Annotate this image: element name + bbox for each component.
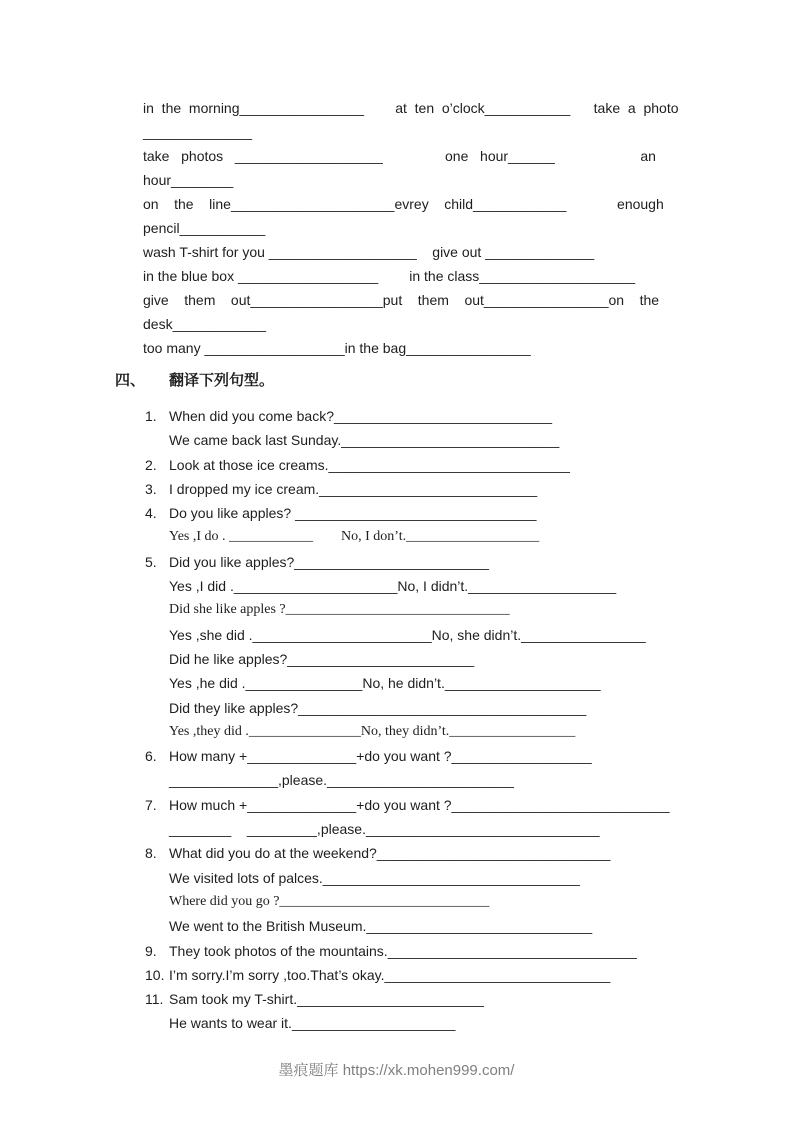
phrase-line: ______________	[143, 124, 253, 140]
item-text: Yes ,they did .________________No, they didn’t.__________________	[169, 723, 576, 739]
item-text: Did he like apples?________________________	[169, 650, 475, 667]
item-number: 3.	[145, 480, 157, 497]
list-line	[145, 720, 693, 744]
item-number	[145, 574, 169, 598]
item-number: 10.	[145, 966, 165, 983]
item-text: He wants to wear it._____________________	[169, 1015, 456, 1032]
list-line	[145, 987, 693, 1011]
item-number	[145, 696, 169, 720]
item-number	[145, 890, 169, 914]
item-text: We visited lots of palces._________________________________	[169, 869, 580, 886]
phrase-line: wash T-shirt for you ___________________ give out ______________	[143, 244, 595, 260]
list-line	[145, 793, 693, 817]
item-number	[145, 428, 169, 452]
item-text: Did she like apples ?________________________________	[169, 602, 510, 618]
list-line	[145, 696, 693, 720]
list-line	[145, 768, 693, 792]
list-line	[145, 963, 693, 987]
footer-watermark	[0, 1060, 793, 1082]
item-number	[145, 866, 169, 890]
list-line	[145, 817, 693, 841]
translation-list	[145, 404, 693, 1036]
item-number: 11.	[145, 991, 164, 1008]
item-number: 9.	[145, 942, 157, 959]
item-number: 7.	[145, 796, 157, 813]
phrase-line: in the morning________________ at ten o’clock___________ take a photo	[143, 100, 679, 116]
item-number	[145, 623, 169, 647]
phrase-line: hour________	[143, 172, 234, 188]
list-line	[145, 914, 693, 938]
item-number	[145, 671, 169, 695]
item-text: Did you like apples?_________________________	[169, 553, 489, 570]
list-line	[145, 453, 693, 477]
item-text: ________ _________,please.______________________________	[169, 821, 600, 838]
item-text: We came back last Sunday.____________________________	[169, 432, 560, 449]
item-number: 2.	[145, 456, 157, 473]
list-line	[145, 404, 693, 428]
item-text: Yes ,I did ._____________________No, I didn’t.___________________	[169, 578, 617, 595]
list-line	[145, 598, 693, 622]
phrase-line: desk____________	[143, 316, 267, 332]
list-line	[145, 623, 693, 647]
item-text: When did you come back?____________________________	[169, 408, 552, 424]
phrase-line: take photos ___________________ one hour______ an	[143, 148, 656, 164]
item-number	[145, 525, 169, 549]
item-text: ______________,please.________________________	[169, 772, 514, 789]
section-number: 四、	[115, 372, 146, 389]
item-text: Where did you go ?______________________________	[169, 893, 490, 909]
phrase-line: pencil___________	[143, 220, 266, 236]
item-text: Did they like apples?_____________________________________	[169, 699, 587, 716]
item-number	[145, 1011, 169, 1035]
item-text: Yes ,he did ._______________No, he didn’t.____________________	[169, 675, 601, 692]
phrase-line: too many __________________in the bag________________	[143, 340, 531, 356]
item-text: Look at those ice creams._______________________________	[169, 456, 570, 473]
list-line	[145, 477, 693, 501]
item-number: 4.	[145, 505, 157, 522]
item-text: Sam took my T-shirt.________________________	[169, 991, 484, 1008]
list-line	[145, 671, 693, 695]
list-line	[145, 501, 693, 525]
phrase-line: give them out_________________put them out________________on the	[143, 292, 660, 308]
item-number	[145, 817, 169, 841]
list-line	[145, 550, 693, 574]
item-number	[145, 647, 169, 671]
item-text: Do you like apples? _______________________________	[169, 505, 537, 522]
list-line	[145, 574, 693, 598]
item-number	[145, 598, 169, 622]
item-number	[145, 720, 169, 744]
item-text: How much +______________+do you want ?____________________________	[169, 796, 670, 813]
item-number	[145, 768, 169, 792]
item-number: 8.	[145, 845, 157, 862]
item-text: We went to the British Museum._____________________________	[169, 918, 593, 935]
list-line	[145, 890, 693, 914]
phrase-line: in the blue box __________________ in the class____________________	[143, 268, 635, 284]
item-text: I dropped my ice cream.____________________________	[169, 480, 538, 497]
item-number: 1.	[145, 408, 157, 424]
list-line	[145, 525, 693, 549]
list-line	[145, 1011, 693, 1035]
item-text: Yes ,I do . ____________ No, I don’t.___________________	[169, 529, 540, 545]
item-number	[145, 914, 169, 938]
list-line	[145, 744, 693, 768]
item-number: 6.	[145, 748, 157, 765]
list-line	[145, 428, 693, 452]
item-number: 5.	[145, 553, 157, 570]
section-title: 翻译下列句型。	[169, 372, 275, 389]
footer-text: 墨痕题库 https://xk.mohen999.com/	[278, 1062, 515, 1079]
item-text: How many +______________+do you want ?__________________	[169, 748, 592, 765]
list-line	[145, 841, 693, 865]
item-text: What did you do at the weekend?______________________________	[169, 845, 611, 862]
item-text: I’m sorry.I’m sorry ,too.That’s okay._____________________________	[169, 966, 611, 983]
item-text: They took photos of the mountains.________________________________	[169, 942, 637, 959]
list-line	[145, 647, 693, 671]
phrases-section	[143, 96, 685, 360]
list-line	[145, 939, 693, 963]
list-line	[145, 866, 693, 890]
item-text: Yes ,she did ._______________________No, she didn’t.________________	[169, 626, 646, 643]
section-header	[115, 369, 793, 393]
phrase-line: on the line_____________________evrey child____________ enough	[143, 196, 664, 212]
